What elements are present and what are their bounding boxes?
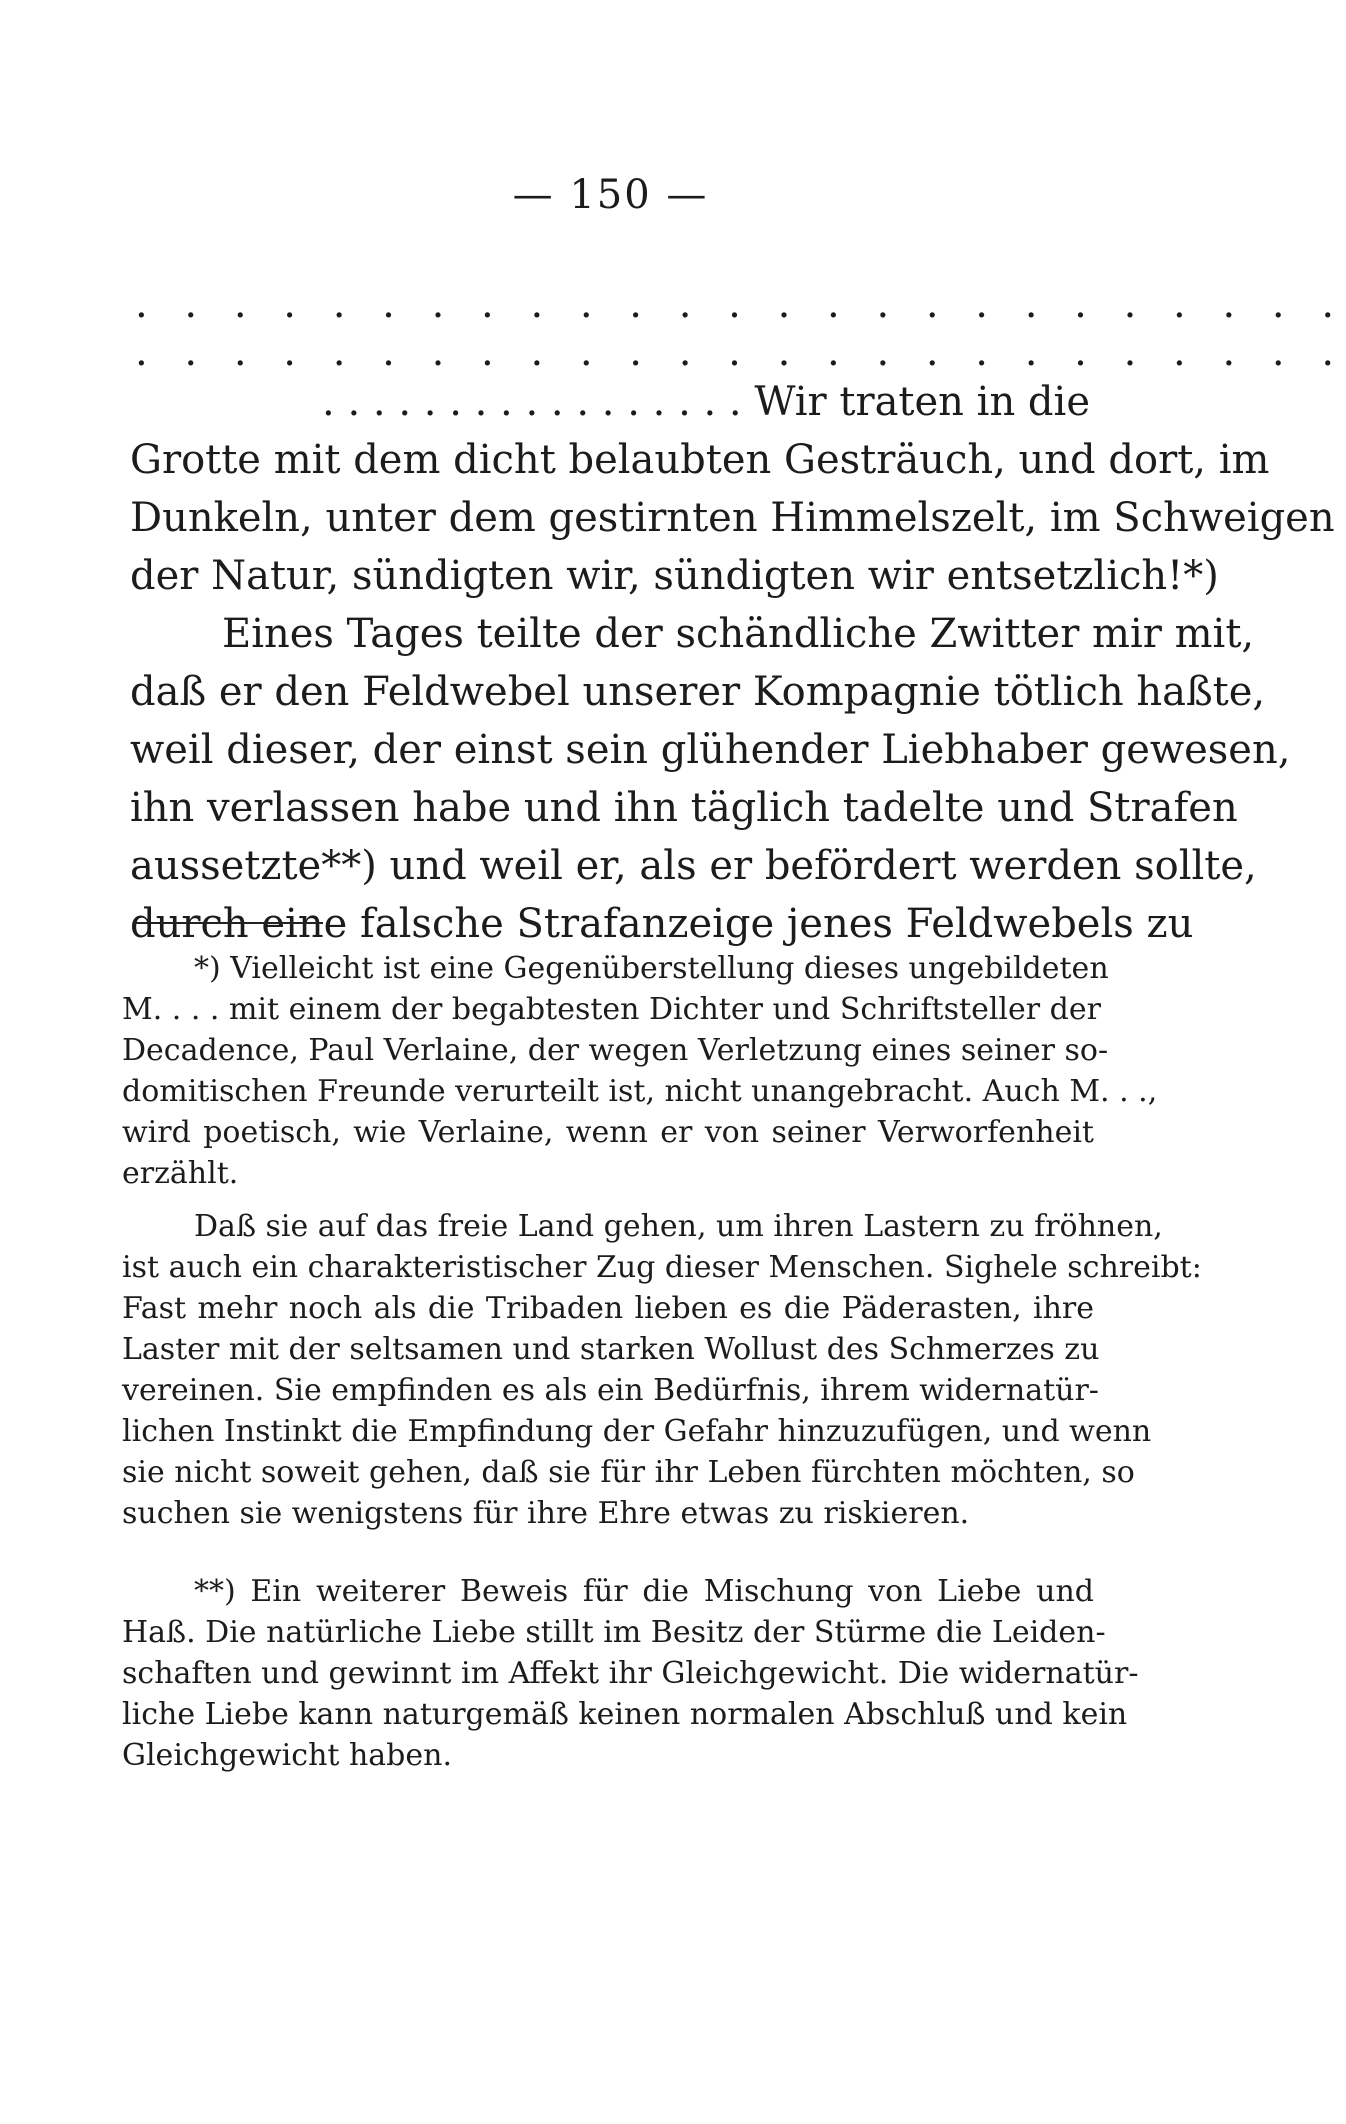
footnote-line: suchen sie wenigstens für ihre Ehre etwas zu riskieren. (122, 1496, 970, 1531)
ellipsis-row: . . . . . . . . . . . . . . . . . . . . . . . . . (135, 329, 1346, 375)
footnote-1-continuation (122, 1206, 1202, 1534)
text-line: daß er den Feldwebel unserer Kompagnie tötlich haßte, (130, 669, 1266, 715)
footnote-line: Daß sie auf das freie Land gehen, um ihren Lastern zu fröhnen, (194, 1209, 1163, 1244)
main-text (130, 373, 1335, 953)
text-line: aussetzte**) und weil er, als er befördert werden sollte, (130, 843, 1257, 889)
footnote-divider (135, 922, 323, 924)
text-line: der Natur, sündigten wir, sündigten wir entsetzlich!*) (130, 553, 1219, 599)
footnote-line: *) Vielleicht ist eine Gegenüberstellung dieses ungebildeten (194, 951, 1109, 986)
footnote-line: schaften und gewinnt im Affekt ihr Gleichgewicht. Die widernatür- (122, 1656, 1139, 1691)
text-line: weil dieser, der einst sein glühender Liebhaber gewesen, (130, 727, 1291, 773)
footnote-line: liche Liebe kann naturgemäß keinen normalen Abschluß und kein (122, 1697, 1128, 1732)
text-line: durch eine falsche Strafanzeige jenes Feldwebels zu (130, 901, 1194, 947)
footnote-line: lichen Instinkt die Empfindung der Gefahr hinzuzufügen, und wenn (122, 1414, 1152, 1449)
footnote-1 (122, 948, 1158, 1194)
footnote-2 (122, 1571, 1139, 1776)
page-number: — 150 — (512, 172, 709, 218)
footnote-line: sie nicht soweit gehen, daß sie für ihr Leben fürchten möchten, so (122, 1455, 1135, 1490)
footnote-line: M. . . . mit einem der begabtesten Dichter und Schriftsteller der (122, 992, 1101, 1027)
text-line: . . . . . . . . . . . . . . . . . Wir traten in die (322, 379, 1090, 425)
footnote-line: wird poetisch, wie Verlaine, wenn er von seiner Verworfenheit (122, 1115, 1094, 1150)
footnote-line: Gleichgewicht haben. (122, 1738, 452, 1773)
text-line: Grotte mit dem dicht belaubten Gesträuch, und dort, im (130, 437, 1270, 483)
text-line: Dunkeln, unter dem gestirnten Himmelszelt, im Schweigen (130, 495, 1335, 541)
footnote-line: ist auch ein charakteristischer Zug dieser Menschen. Sighele schreibt: (122, 1250, 1202, 1285)
footnote-line: **) Ein weiterer Beweis für die Mischung von Liebe und (194, 1574, 1094, 1609)
ellipsis-row: . . . . . . . . . . . . . . . . . . . . . . . . . (135, 281, 1346, 327)
footnote-line: vereinen. Sie empfinden es als ein Bedürfnis, ihrem widernatür- (122, 1373, 1099, 1408)
footnote-line: Decadence, Paul Verlaine, der wegen Verletzung eines seiner so- (122, 1033, 1109, 1068)
footnote-line: Laster mit der seltsamen und starken Wollust des Schmerzes zu (122, 1332, 1100, 1367)
text-line: Eines Tages teilte der schändliche Zwitter mir mit, (222, 611, 1255, 657)
text-line: ihn verlassen habe und ihn täglich tadelte und Strafen (130, 785, 1238, 831)
footnote-line: domitischen Freunde verurteilt ist, nicht unangebracht. Auch M. . ., (122, 1074, 1158, 1109)
footnote-line: Fast mehr noch als die Tribaden lieben es die Päderasten, ihre (122, 1291, 1094, 1326)
footnote-line: erzählt. (122, 1156, 239, 1191)
footnote-line: Haß. Die natürliche Liebe stillt im Besitz der Stürme die Leiden- (122, 1615, 1106, 1650)
